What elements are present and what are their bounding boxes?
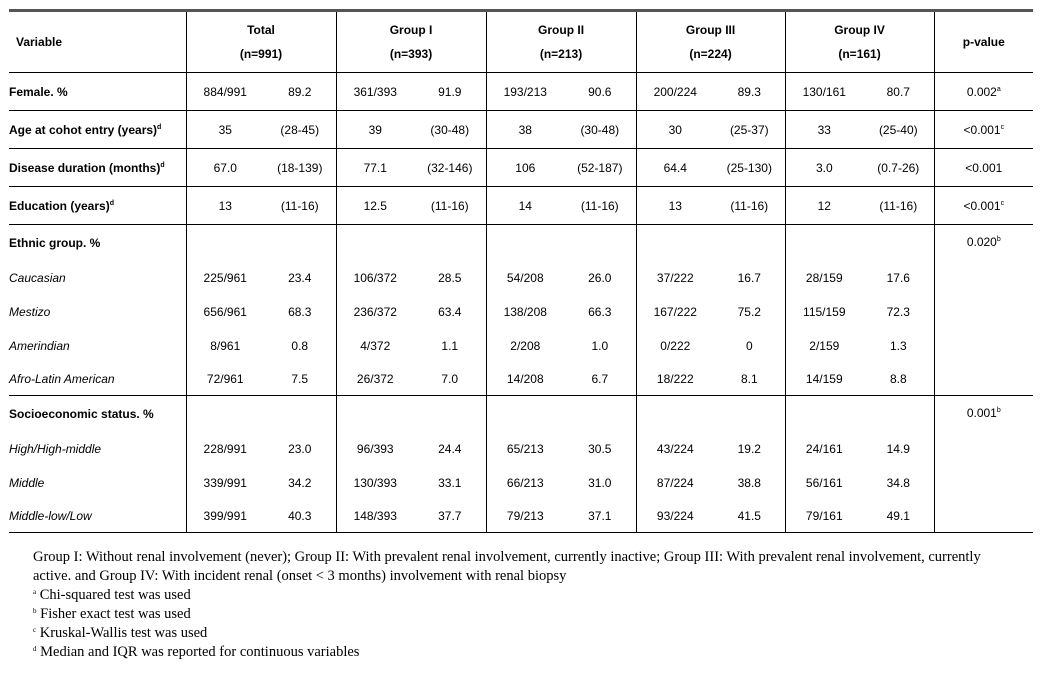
p-value-text: <0.001 [963,122,1001,137]
cell-percent: 63.4 [438,304,462,319]
cell-count: 14/208 [486,363,564,396]
cell-percent: 6.7 [591,371,609,386]
row-label [9,432,186,466]
empty-cell [264,225,336,261]
empty-cell [785,225,863,261]
header-p-value: p-value [934,11,1033,73]
cell-percent: 14.9 [886,441,910,456]
empty-cell [336,396,414,432]
row-label [9,261,186,295]
cell-count: 56/161 [785,466,863,500]
table-notes [33,548,993,662]
p-value-text: <0.001 [963,198,1001,213]
empty-cell [264,396,336,432]
row-label-footnote-mark: d [160,161,165,169]
cell-count: 148/393 [336,500,414,533]
row-label-text: High/High-middle [9,441,102,456]
cell-count: 106/372 [336,261,414,295]
cell-percent: 49.1 [886,508,910,523]
empty-cell [336,225,414,261]
cell-count: 225/961 [186,261,264,295]
p-value-footnote-mark: b [996,236,1001,243]
cell-count: 77.1 [336,149,414,187]
empty-cell [414,225,486,261]
cell-percent: 33.1 [438,475,462,490]
p-value-cell [934,225,1033,396]
cell-count: 2/159 [785,329,863,363]
cell-count: 79/213 [486,500,564,533]
cell-percent: 80.7 [886,84,910,99]
row-label-text: Socioeconomic status. % [9,406,154,421]
cell-count: 87/224 [636,466,714,500]
cell-percent: (30-48) [430,122,470,137]
cell-count: 130/161 [785,73,863,111]
cell-count: 115/159 [785,295,863,329]
row-label-text: Afro-Latin American [9,371,115,386]
cell-percent: 1.0 [591,338,609,353]
cell-count: 64.4 [636,149,714,187]
cell-count: 399/991 [186,500,264,533]
cell-count: 35 [186,111,264,149]
empty-cell [186,396,264,432]
cell-percent: 38.8 [737,475,761,490]
empty-cell [863,396,934,432]
empty-cell [863,225,934,261]
header-group-ii: Group II (n=213) [486,11,636,73]
cell-count: 339/991 [186,466,264,500]
cell-percent: 37.7 [438,508,462,523]
cell-percent: (25-40) [878,122,918,137]
row-label-text: Amerindian [9,338,70,353]
cell-count: 4/372 [336,329,414,363]
cell-count: 33 [785,111,863,149]
cell-percent: 1.3 [889,338,907,353]
baseline-characteristics-table [9,9,1033,533]
cell-percent: 89.3 [737,84,761,99]
cell-count: 167/222 [636,295,714,329]
cell-percent: 68.3 [288,304,312,319]
cell-count: 12.5 [336,187,414,225]
row-label-text: Disease duration (months) [9,160,161,175]
cell-percent: (11-16) [430,198,469,213]
cell-count: 65/213 [486,432,564,466]
cell-percent: 91.9 [438,84,462,99]
empty-cell [714,225,785,261]
header-group-iv: Group IV (n=161) [785,11,934,73]
cell-percent: 37.1 [588,508,612,523]
cell-percent: (32-146) [427,160,473,175]
footnote-c: $^c$ Kruskal-Wallis test was used [33,625,208,641]
cell-count: 26/372 [336,363,414,396]
cell-percent: 34.8 [886,475,910,490]
cell-percent: 72.3 [886,304,910,319]
empty-cell [636,396,714,432]
p-value-text: 0.001 [966,406,997,420]
group-definitions: Group I: Without renal involvement (never); Group II: With prevalent renal involvement, currently inactive; Group III: With prevalent renal involvement, currently active. and Group IV: With incident renal (onset < 3 months) involvement with renal biopsy [33,549,981,584]
cell-count: 38 [486,111,564,149]
table-row [9,432,1033,466]
row-label-footnote-mark: d [109,199,114,207]
row-label-text: Middle [9,475,45,490]
cell-count: 656/961 [186,295,264,329]
cell-percent: 0.8 [291,338,309,353]
row-label-text: Mestizo [9,304,51,319]
table-row [9,187,1033,225]
table-row [9,73,1033,111]
cell-count: 236/372 [336,295,414,329]
cell-count: 30 [636,111,714,149]
row-label-footnote-mark: d [157,123,162,131]
table-row [9,363,1033,396]
cell-percent: 89.2 [288,84,312,99]
cell-percent: 75.2 [737,304,761,319]
p-value-cell [934,187,1033,225]
cell-percent: 8.1 [740,371,758,386]
footnote-b: $^b$ Fisher exact test was used [33,606,191,622]
cell-percent: 26.0 [588,270,612,285]
cell-count: 66/213 [486,466,564,500]
row-label-text: Caucasian [9,270,66,285]
table-row [9,111,1033,149]
cell-count: 8/961 [186,329,264,363]
cell-count: 14 [486,187,564,225]
cell-percent: 19.2 [737,441,761,456]
row-label-text: Female. % [9,84,68,99]
section-header-row [9,396,1033,432]
row-label [9,363,186,396]
p-value-footnote-mark: b [996,407,1001,414]
cell-count: 96/393 [336,432,414,466]
header-group-i: Group I (n=393) [336,11,486,73]
header-group-iii: Group III (n=224) [636,11,785,73]
cell-count: 361/393 [336,73,414,111]
cell-percent: 17.6 [886,270,910,285]
footnote-a: $^a$ Chi-squared test was used [33,587,191,603]
empty-cell [785,396,863,432]
cell-percent: 66.3 [588,304,612,319]
row-label [9,466,186,500]
cell-count: 54/208 [486,261,564,295]
cell-percent: 8.8 [889,371,907,386]
cell-percent: 41.5 [737,508,761,523]
cell-percent: (11-16) [580,198,619,213]
cell-count: 37/222 [636,261,714,295]
row-label-text: Ethnic group. % [9,235,101,250]
cell-count: 12 [785,187,863,225]
p-value-footnote-mark: c [1000,123,1005,131]
cell-count: 18/222 [636,363,714,396]
table-row [9,466,1033,500]
cell-percent: 23.4 [288,270,312,285]
row-label-text: Age at cohot entry (years) [9,122,158,137]
cell-count: 79/161 [785,500,863,533]
cell-count: 2/208 [486,329,564,363]
p-value-footnote-mark: c [1000,199,1005,207]
row-label [9,111,186,149]
cell-count: 0/222 [636,329,714,363]
cell-count: 13 [636,187,714,225]
empty-cell [486,225,564,261]
cell-percent: (25-37) [729,122,769,137]
cell-percent: 34.2 [288,475,312,490]
row-label [9,329,186,363]
cell-percent: 16.7 [737,270,761,285]
p-value-footnote-mark: a [996,85,1001,93]
row-label [9,295,186,329]
cell-percent: 40.3 [288,508,312,523]
cell-count: 24/161 [785,432,863,466]
cell-percent: (52-187) [577,160,623,175]
cell-percent: 30.5 [588,441,612,456]
header-total: Total (n=991) [186,11,336,73]
cell-count: 106 [486,149,564,187]
empty-cell [714,396,785,432]
cell-count: 200/224 [636,73,714,111]
cell-percent: (11-16) [280,198,319,213]
cell-percent: (11-16) [879,198,918,213]
cell-count: 130/393 [336,466,414,500]
empty-cell [186,225,264,261]
cell-percent: 7.0 [441,371,459,386]
table-row [9,500,1033,533]
section-header-row [9,225,1033,261]
cell-count: 228/991 [186,432,264,466]
cell-count: 93/224 [636,500,714,533]
row-label [9,500,186,533]
cell-count: 884/991 [186,73,264,111]
row-label [9,73,186,111]
cell-count: 28/159 [785,261,863,295]
row-label-text: Middle-low/Low [9,508,92,523]
cell-percent: 1.1 [441,338,459,353]
empty-cell [414,396,486,432]
row-label [9,187,186,225]
empty-cell [564,225,636,261]
cell-percent: 31.0 [588,475,612,490]
p-value-cell [934,73,1033,111]
cell-percent: (30-48) [580,122,620,137]
cell-count: 43/224 [636,432,714,466]
p-value-cell [934,111,1033,149]
cell-percent: (25-130) [726,160,772,175]
cell-count: 3.0 [785,149,863,187]
cell-percent: (28-45) [280,122,320,137]
p-value-text: 0.020 [966,235,997,249]
table-row [9,149,1033,187]
empty-cell [636,225,714,261]
cell-percent: 90.6 [588,84,612,99]
row-label [9,225,186,261]
p-value-text: <0.001 [965,160,1003,175]
cell-count: 14/159 [785,363,863,396]
cell-percent: 24.4 [438,441,462,456]
row-label [9,149,186,187]
header-row [9,11,1033,73]
row-label-text: Education (years) [9,198,110,213]
cell-percent: (18-139) [277,160,323,175]
row-label [9,396,186,432]
empty-cell [486,396,564,432]
p-value-cell [934,396,1033,533]
cell-count: 138/208 [486,295,564,329]
header-variable: Variable [16,35,63,49]
cell-count: 13 [186,187,264,225]
cell-percent: (0.7-26) [877,160,920,175]
cell-percent: 23.0 [288,441,312,456]
cell-percent: 28.5 [438,270,462,285]
cell-percent: 7.5 [291,371,309,386]
table-row [9,295,1033,329]
table-row [9,261,1033,295]
cell-count: 67.0 [186,149,264,187]
cell-count: 39 [336,111,414,149]
cell-count: 193/213 [486,73,564,111]
table-row [9,329,1033,363]
p-value-text: 0.002 [966,84,997,99]
empty-cell [564,396,636,432]
p-value-cell [934,149,1033,187]
cell-count: 72/961 [186,363,264,396]
footnote-d: $^d$ Median and IQR was reported for continuous variables [33,644,360,660]
cell-percent: 0 [745,338,753,353]
cell-percent: (11-16) [730,198,769,213]
